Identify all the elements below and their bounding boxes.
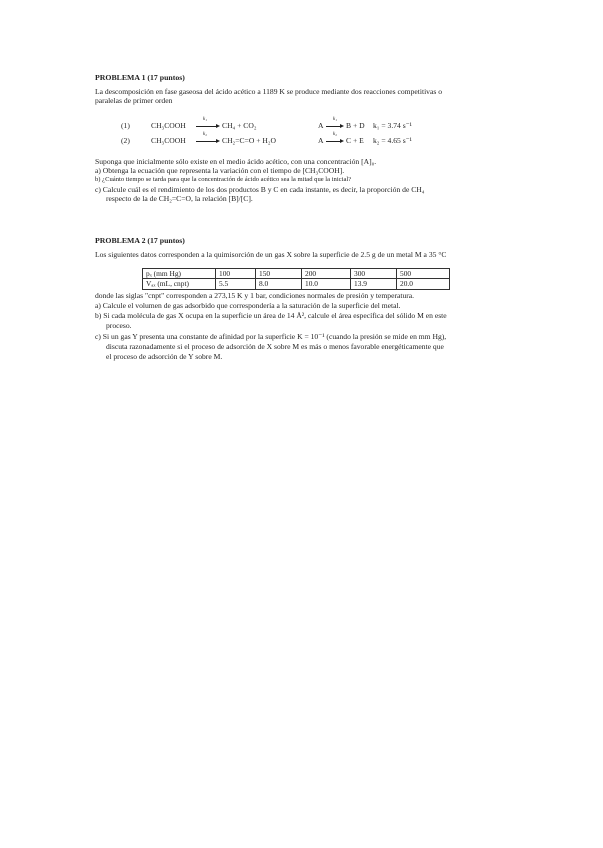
table-cell: 13.9	[351, 279, 397, 289]
problem-1-question-c-line-2: respecto de la de CH₂=C=O, la relación [B]/[C].	[106, 194, 253, 203]
problem-1-question-c-line-1: c) Calcule cuál es el rendimiento de los dos productos B y C en cada instante, es decir, la proporción de CH₄	[95, 185, 425, 194]
table-cell: Vₐₓ (mL, cnpt)	[143, 279, 216, 289]
table-cell: 200	[302, 269, 351, 279]
reaction-1-short-reactant: A	[318, 121, 324, 130]
table-cell: 150	[256, 269, 302, 279]
reaction-2-reactant: CH₃COOH	[151, 136, 186, 145]
table-row-pressure	[143, 269, 450, 279]
table-cell: 10.0	[302, 279, 351, 289]
reaction-2-short-k-label: k₂	[333, 132, 337, 138]
reaction-1-products: CH₄ + CO₂	[222, 121, 257, 130]
table-cell: 500	[397, 269, 450, 279]
problem-2-note: donde las siglas "cnpt" corresponden a 273,15 K y 1 bar, condiciones normales de presión y temperatura.	[95, 291, 415, 300]
reaction-2-number: (2)	[121, 136, 130, 145]
problem-2-question-b-line-2: proceso.	[106, 321, 132, 330]
reaction-2-arrow	[196, 132, 220, 145]
reaction-1-reactant: CH₃COOH	[151, 121, 186, 130]
reaction-1-k-label: k₁	[203, 117, 207, 123]
reaction-2-k-label: k₂	[203, 132, 207, 138]
reaction-1-arrow	[196, 117, 220, 130]
reaction-2-short-products: C + E	[346, 136, 364, 145]
table-cell: 20.0	[397, 279, 450, 289]
problem-2-question-c-line-1: c) Si un gas Y presenta una constante de afinidad por la superficie K = 10⁻¹ (cuando la presión se mide en mm Hg),	[95, 332, 447, 341]
problem-2-question-b-line-1: b) Si cada molécula de gas X ocupa en la superficie un área de 14 Å², calcule el área específica del sólido M en este	[95, 311, 447, 320]
problem-1-intro-line-1: La descomposición en fase gaseosa del ácido acético a 1189 K se produce mediante dos reacciones competitivas o	[95, 87, 443, 96]
table-row-volume	[143, 279, 450, 289]
problem-1-assumption: Suponga que inicialmente sólo existe en el medio ácido acético, con una concentración [A]₀.	[95, 157, 377, 166]
reaction-2-short-arrow	[326, 132, 344, 145]
reaction-1-short-products: B + D	[346, 121, 365, 130]
reaction-2-products: CH₂=C=O + H₂O	[222, 136, 277, 145]
adsorption-data-table	[142, 268, 450, 290]
table-cell: 5.5	[216, 279, 256, 289]
problem-1-question-b: b) ¿Cuánto tiempo se tarda para que la concentración de ácido acético sea la mitad que la inicial?	[95, 176, 352, 183]
reaction-1-short-arrow	[326, 117, 344, 130]
problem-1-question-a: a) Obtenga la ecuación que representa la variación con el tiempo de [CH₃COOH].	[95, 166, 345, 175]
table-cell: 300	[351, 269, 397, 279]
reaction-1-rate-constant: k₁ = 3.74 s⁻¹	[373, 121, 412, 130]
problem-2-question-a: a) Calcule el volumen de gas adsorbido que correspondería a la saturación de la superficie del metal.	[95, 301, 401, 310]
problem-2-question-c-line-2: discuta razonadamente si el proceso de adsorción de X sobre M es más o menos favorable energéticamente que	[106, 342, 444, 351]
problem-1-intro-line-2: paralelas de primer orden	[95, 96, 173, 105]
problem-2-title: PROBLEMA 2 (17 puntos)	[95, 236, 185, 245]
problem-2-question-c-line-3: el proceso de adsorción de Y sobre M.	[106, 352, 223, 361]
problem-2-intro: Los siguientes datos corresponden a la quimisorción de un gas X sobre la superficie de 2.5 g de un metal M a 35 °C	[95, 250, 447, 259]
reaction-2-rate-constant: k₂ = 4.65 s⁻¹	[373, 136, 412, 145]
reaction-1-number: (1)	[121, 121, 130, 130]
reaction-2-short-reactant: A	[318, 136, 324, 145]
table-cell: 8.0	[256, 279, 302, 289]
table-cell: pₓ (mm Hg)	[143, 269, 216, 279]
reaction-1-short-k-label: k₁	[333, 117, 337, 123]
table-cell: 100	[216, 269, 256, 279]
problem-1-title: PROBLEMA 1 (17 puntos)	[95, 73, 185, 82]
